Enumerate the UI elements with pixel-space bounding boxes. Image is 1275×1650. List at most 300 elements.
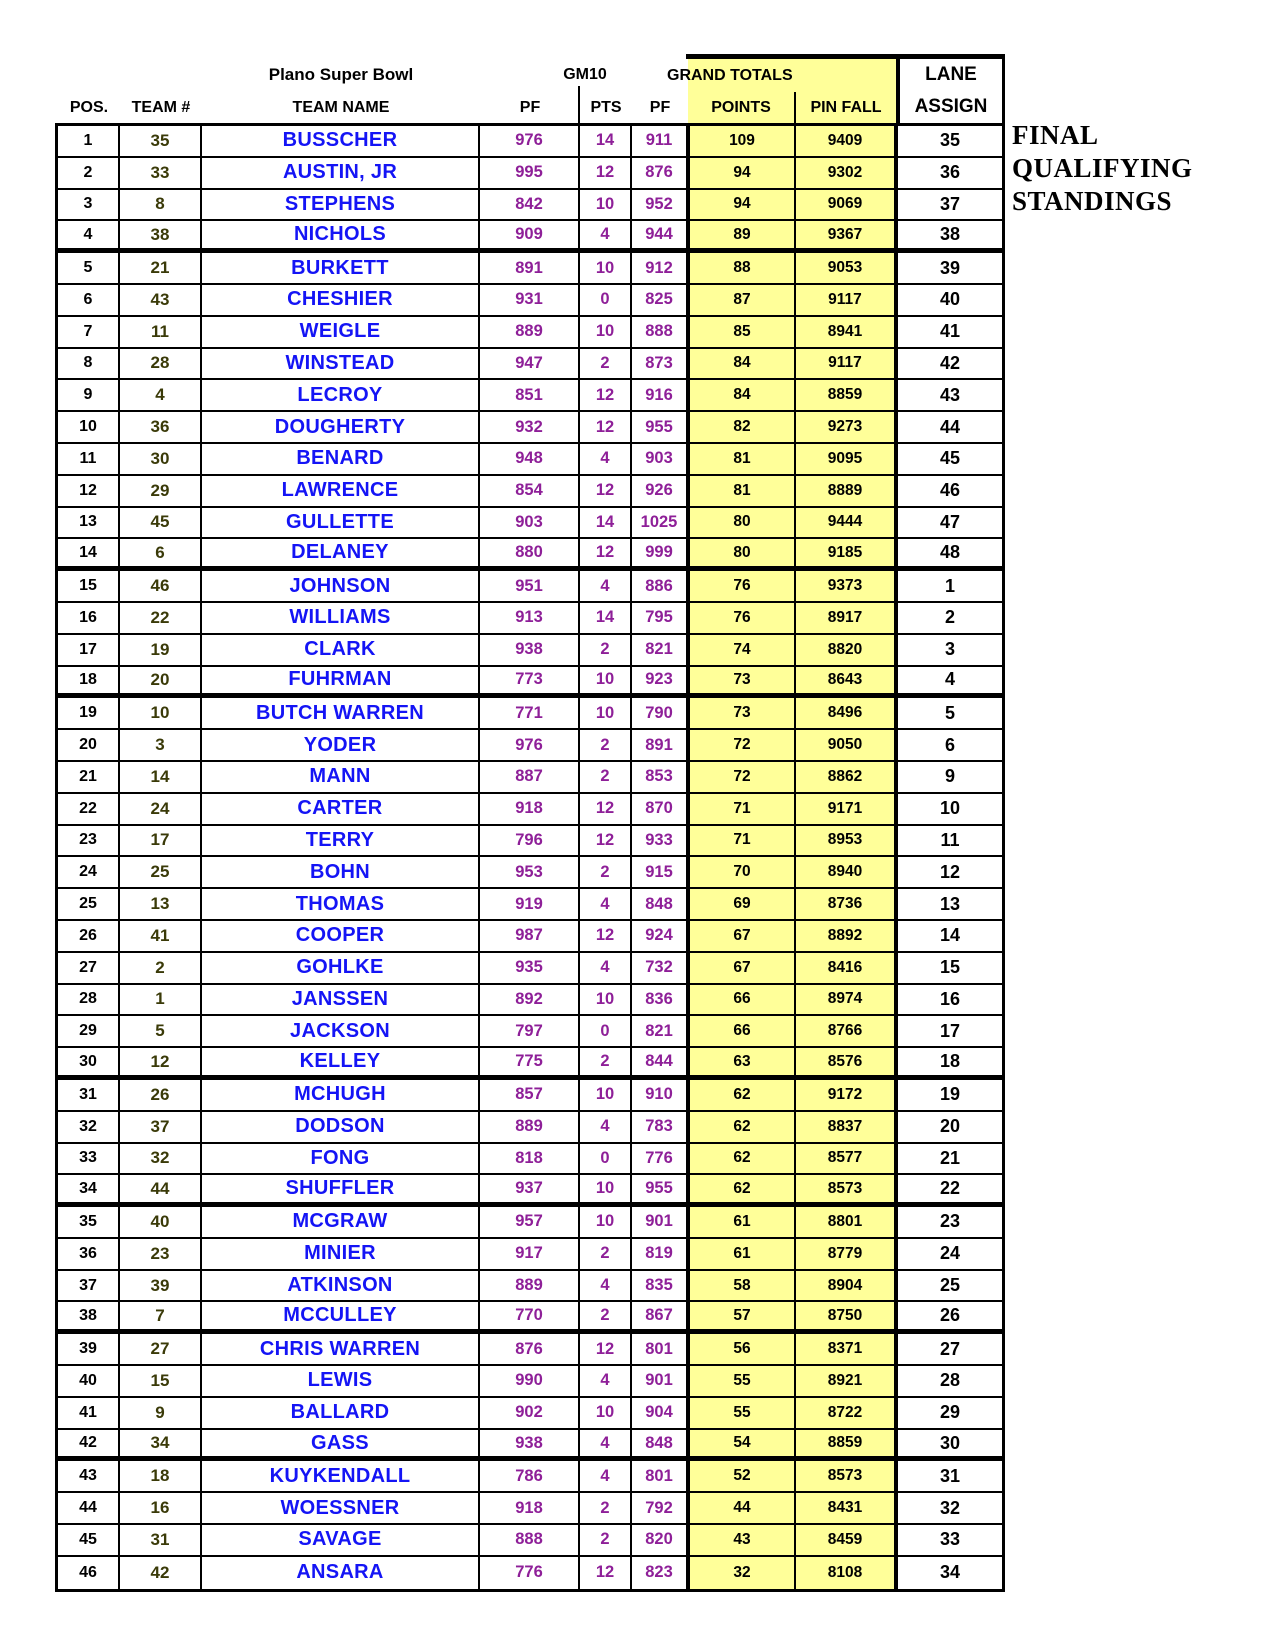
team-name-cell: MCHUGH [202, 1080, 480, 1110]
pf2-game-cell: 790 [632, 698, 688, 728]
pin-fall-cell: 8921 [796, 1366, 896, 1396]
pf2-game-cell: 867 [632, 1302, 688, 1329]
position-cell: 9 [58, 380, 120, 410]
pin-fall-cell: 8940 [796, 857, 896, 887]
pf-game-cell: 938 [480, 1430, 580, 1457]
pin-fall-cell: 8108 [796, 1557, 896, 1589]
lane-assign-cell: 38 [896, 221, 1002, 248]
lane-assign-cell: 20 [896, 1112, 1002, 1142]
pf-game-cell: 919 [480, 889, 580, 919]
pts-cell: 12 [580, 794, 632, 824]
pts-cell: 10 [580, 698, 632, 728]
table-row [58, 349, 1002, 381]
pts-cell: 10 [580, 1398, 632, 1428]
final-qualifying-note [1012, 119, 1193, 218]
pin-fall-cell: 8837 [796, 1112, 896, 1142]
pf2-game-cell: 1025 [632, 508, 688, 538]
pin-fall-cell: 8577 [796, 1144, 896, 1174]
pin-fall-cell: 8766 [796, 1016, 896, 1046]
table-row [58, 667, 1002, 699]
pts-cell: 12 [580, 412, 632, 442]
pf-game-cell: 957 [480, 1207, 580, 1237]
position-cell: 19 [58, 698, 120, 728]
team-number-cell: 42 [120, 1557, 202, 1589]
pf-game-cell: 903 [480, 508, 580, 538]
team-number-cell: 31 [120, 1525, 202, 1555]
table-row [58, 635, 1002, 667]
table-row [58, 444, 1002, 476]
pin-fall-cell: 8573 [796, 1175, 896, 1202]
pts-cell: 2 [580, 349, 632, 379]
position-cell: 7 [58, 317, 120, 347]
total-points-cell: 81 [688, 476, 796, 506]
team-name-cell: BUTCH WARREN [202, 698, 480, 728]
standings-table [55, 123, 1005, 1592]
team-number-cell: 1 [120, 985, 202, 1015]
table-row [58, 126, 1002, 158]
lane-assign-cell: 42 [896, 349, 1002, 379]
lane-assign-cell: 21 [896, 1144, 1002, 1174]
pf2-game-cell: 848 [632, 1430, 688, 1457]
column-header-team-num: TEAM # [131, 98, 191, 116]
position-cell: 36 [58, 1239, 120, 1269]
team-number-cell: 11 [120, 317, 202, 347]
pf2-game-cell: 732 [632, 953, 688, 983]
position-cell: 13 [58, 508, 120, 538]
pf-game-cell: 796 [480, 826, 580, 856]
pin-fall-cell: 9117 [796, 349, 896, 379]
pf2-game-cell: 795 [632, 603, 688, 633]
position-cell: 23 [58, 826, 120, 856]
total-points-cell: 76 [688, 603, 796, 633]
pf2-game-cell: 944 [632, 221, 688, 248]
pf2-game-cell: 886 [632, 571, 688, 601]
lane-assign-cell: 29 [896, 1398, 1002, 1428]
team-number-cell: 27 [120, 1334, 202, 1364]
team-name-cell: CHRIS WARREN [202, 1334, 480, 1364]
total-points-cell: 84 [688, 380, 796, 410]
total-points-cell: 80 [688, 508, 796, 538]
position-cell: 18 [58, 667, 120, 694]
total-points-cell: 82 [688, 412, 796, 442]
table-row [58, 571, 1002, 603]
lane-assign-cell: 12 [896, 857, 1002, 887]
pf2-game-cell: 792 [632, 1493, 688, 1523]
table-row [58, 253, 1002, 285]
lane-assign-cell: 11 [896, 826, 1002, 856]
lane-assign-cell: 30 [896, 1430, 1002, 1457]
pf2-game-cell: 901 [632, 1207, 688, 1237]
pin-fall-cell: 9409 [796, 126, 896, 156]
team-name-cell: GOHLKE [202, 953, 480, 983]
table-row [58, 1016, 1002, 1048]
pf-game-cell: 880 [480, 539, 580, 566]
position-cell: 33 [58, 1144, 120, 1174]
pf-game-cell: 775 [480, 1048, 580, 1075]
table-row [58, 1430, 1002, 1462]
pin-fall-cell: 9069 [796, 190, 896, 220]
table-row [58, 221, 1002, 253]
column-header-pts: PTS [590, 98, 622, 116]
lane-assign-cell: 17 [896, 1016, 1002, 1046]
pts-cell: 4 [580, 1112, 632, 1142]
total-points-cell: 62 [688, 1175, 796, 1202]
position-cell: 26 [58, 921, 120, 951]
team-name-cell: TERRY [202, 826, 480, 856]
lane-assign-cell: 31 [896, 1461, 1002, 1491]
pf-game-cell: 976 [480, 730, 580, 760]
pf2-game-cell: 873 [632, 349, 688, 379]
lane-assign-cell: 46 [896, 476, 1002, 506]
pf2-game-cell: 844 [632, 1048, 688, 1075]
pin-fall-cell: 8820 [796, 635, 896, 665]
pf2-game-cell: 836 [632, 985, 688, 1015]
pin-fall-cell: 9373 [796, 571, 896, 601]
table-row [58, 1366, 1002, 1398]
position-cell: 34 [58, 1175, 120, 1202]
lane-assign-cell: 9 [896, 762, 1002, 792]
pts-cell: 14 [580, 508, 632, 538]
pin-fall-cell: 8371 [796, 1334, 896, 1364]
total-points-cell: 74 [688, 635, 796, 665]
pin-fall-cell: 8722 [796, 1398, 896, 1428]
total-points-cell: 62 [688, 1112, 796, 1142]
total-points-cell: 85 [688, 317, 796, 347]
pf-game-cell: 876 [480, 1334, 580, 1364]
total-points-cell: 71 [688, 794, 796, 824]
table-row [58, 1048, 1002, 1080]
table-row [58, 412, 1002, 444]
team-name-cell: ATKINSON [202, 1271, 480, 1301]
pf2-game-cell: 952 [632, 190, 688, 220]
table-row [58, 698, 1002, 730]
team-name-cell: LECROY [202, 380, 480, 410]
column-header-pf1: PF [519, 98, 541, 116]
position-cell: 5 [58, 253, 120, 283]
table-row [58, 1557, 1002, 1589]
lane-assign-cell: 35 [896, 126, 1002, 156]
position-cell: 35 [58, 1207, 120, 1237]
pin-fall-cell: 8801 [796, 1207, 896, 1237]
position-cell: 8 [58, 349, 120, 379]
position-cell: 24 [58, 857, 120, 887]
lane-assign-cell: 34 [896, 1557, 1002, 1589]
pts-cell: 4 [580, 221, 632, 248]
pin-fall-cell: 8941 [796, 317, 896, 347]
position-cell: 15 [58, 571, 120, 601]
lane-assign-cell: 4 [896, 667, 1002, 694]
pf2-game-cell: 915 [632, 857, 688, 887]
table-row [58, 1525, 1002, 1557]
pf-game-cell: 889 [480, 1271, 580, 1301]
position-cell: 10 [58, 412, 120, 442]
pts-cell: 10 [580, 1080, 632, 1110]
team-number-cell: 8 [120, 190, 202, 220]
pts-cell: 10 [580, 1207, 632, 1237]
team-number-cell: 4 [120, 380, 202, 410]
team-number-cell: 41 [120, 921, 202, 951]
pf-game-cell: 932 [480, 412, 580, 442]
lane-assign-cell: 27 [896, 1334, 1002, 1364]
total-points-cell: 81 [688, 444, 796, 474]
pin-fall-cell: 9367 [796, 221, 896, 248]
pts-cell: 12 [580, 476, 632, 506]
team-name-cell: FUHRMAN [202, 667, 480, 694]
pin-fall-cell: 8750 [796, 1302, 896, 1329]
pf2-game-cell: 926 [632, 476, 688, 506]
team-number-cell: 37 [120, 1112, 202, 1142]
lane-assign-cell: 28 [896, 1366, 1002, 1396]
table-row [58, 762, 1002, 794]
team-number-cell: 14 [120, 762, 202, 792]
total-points-cell: 73 [688, 667, 796, 694]
lane-assign-cell: 10 [896, 794, 1002, 824]
lane-assign-cell: 48 [896, 539, 1002, 566]
lane-assign-cell: 15 [896, 953, 1002, 983]
pin-fall-cell: 9444 [796, 508, 896, 538]
pts-cell: 12 [580, 826, 632, 856]
pts-cell: 14 [580, 126, 632, 156]
team-number-cell: 43 [120, 285, 202, 315]
pf-game-cell: 931 [480, 285, 580, 315]
pin-fall-cell: 9302 [796, 158, 896, 188]
pin-fall-cell: 8576 [796, 1048, 896, 1075]
lane-assign-cell: 1 [896, 571, 1002, 601]
pf2-game-cell: 916 [632, 380, 688, 410]
team-number-cell: 3 [120, 730, 202, 760]
pts-cell: 4 [580, 1461, 632, 1491]
position-cell: 38 [58, 1302, 120, 1329]
total-points-cell: 52 [688, 1461, 796, 1491]
pf-pts-divider [578, 86, 580, 123]
pts-cell: 12 [580, 1557, 632, 1589]
total-points-cell: 57 [688, 1302, 796, 1329]
total-points-cell: 56 [688, 1334, 796, 1364]
pf-game-cell: 990 [480, 1366, 580, 1396]
position-cell: 29 [58, 1016, 120, 1046]
pf2-game-cell: 821 [632, 1016, 688, 1046]
pin-fall-cell: 8779 [796, 1239, 896, 1269]
pf-game-cell: 935 [480, 953, 580, 983]
total-points-cell: 66 [688, 985, 796, 1015]
team-number-cell: 22 [120, 603, 202, 633]
lane-assign-cell: 47 [896, 508, 1002, 538]
pf2-game-cell: 955 [632, 412, 688, 442]
team-name-cell: BALLARD [202, 1398, 480, 1428]
column-header-pin-fall: PIN FALL [796, 92, 896, 123]
total-points-cell: 76 [688, 571, 796, 601]
pin-fall-cell: 8974 [796, 985, 896, 1015]
team-number-cell: 38 [120, 221, 202, 248]
total-points-cell: 62 [688, 1080, 796, 1110]
pf-game-cell: 776 [480, 1557, 580, 1589]
pf2-game-cell: 923 [632, 667, 688, 694]
table-row [58, 1271, 1002, 1303]
pts-cell: 4 [580, 1430, 632, 1457]
position-cell: 31 [58, 1080, 120, 1110]
pin-fall-cell: 9273 [796, 412, 896, 442]
team-name-cell: COOPER [202, 921, 480, 951]
pf-game-cell: 818 [480, 1144, 580, 1174]
position-cell: 6 [58, 285, 120, 315]
pf2-game-cell: 955 [632, 1175, 688, 1202]
lane-assign-cell: 5 [896, 698, 1002, 728]
total-points-cell: 62 [688, 1144, 796, 1174]
position-cell: 20 [58, 730, 120, 760]
position-cell: 1 [58, 126, 120, 156]
pf2-game-cell: 910 [632, 1080, 688, 1110]
pin-fall-cell: 8904 [796, 1271, 896, 1301]
table-row [58, 921, 1002, 953]
pts-cell: 10 [580, 1175, 632, 1202]
lane-assign-cell: 25 [896, 1271, 1002, 1301]
total-points-cell: 61 [688, 1207, 796, 1237]
table-row [58, 1239, 1002, 1271]
team-name-cell: KELLEY [202, 1048, 480, 1075]
table-row [58, 1080, 1002, 1112]
team-number-cell: 9 [120, 1398, 202, 1428]
lane-assign-cell: 18 [896, 1048, 1002, 1075]
pin-fall-cell: 8431 [796, 1493, 896, 1523]
team-name-cell: SAVAGE [202, 1525, 480, 1555]
total-points-cell: 61 [688, 1239, 796, 1269]
lane-assign-cell: 41 [896, 317, 1002, 347]
total-points-cell: 72 [688, 762, 796, 792]
team-name-cell: MCCULLEY [202, 1302, 480, 1329]
pin-fall-cell: 8459 [796, 1525, 896, 1555]
pf2-game-cell: 888 [632, 317, 688, 347]
lane-label: LANE [925, 64, 977, 85]
pf2-game-cell: 901 [632, 1366, 688, 1396]
pf-game-cell: 786 [480, 1461, 580, 1491]
team-name-cell: GASS [202, 1430, 480, 1457]
pts-cell: 2 [580, 1239, 632, 1269]
lane-assign-cell: 39 [896, 253, 1002, 283]
position-cell: 11 [58, 444, 120, 474]
pf2-game-cell: 904 [632, 1398, 688, 1428]
note-line-1: FINAL [1012, 120, 1099, 150]
position-cell: 25 [58, 889, 120, 919]
team-name-cell: WINSTEAD [202, 349, 480, 379]
pts-cell: 12 [580, 921, 632, 951]
pin-fall-cell: 9117 [796, 285, 896, 315]
team-name-cell: MINIER [202, 1239, 480, 1269]
team-name-cell: DELANEY [202, 539, 480, 566]
team-name-cell: BURKETT [202, 253, 480, 283]
team-name-cell: GULLETTE [202, 508, 480, 538]
facility-title: Plano Super Bowl [268, 65, 414, 84]
pts-cell: 12 [580, 158, 632, 188]
pf2-game-cell: 924 [632, 921, 688, 951]
pf2-game-cell: 891 [632, 730, 688, 760]
total-points-cell: 55 [688, 1366, 796, 1396]
table-row [58, 889, 1002, 921]
team-name-cell: CHESHIER [202, 285, 480, 315]
pf2-game-cell: 853 [632, 762, 688, 792]
position-cell: 41 [58, 1398, 120, 1428]
team-name-cell: NICHOLS [202, 221, 480, 248]
pf-game-cell: 888 [480, 1525, 580, 1555]
total-points-cell: 88 [688, 253, 796, 283]
total-points-cell: 89 [688, 221, 796, 248]
pin-fall-cell: 8643 [796, 667, 896, 694]
pin-fall-cell: 9095 [796, 444, 896, 474]
pin-fall-cell: 8859 [796, 380, 896, 410]
team-number-cell: 24 [120, 794, 202, 824]
pin-fall-cell: 9053 [796, 253, 896, 283]
note-line-3: STANDINGS [1012, 186, 1173, 216]
team-number-cell: 35 [120, 126, 202, 156]
position-cell: 28 [58, 985, 120, 1015]
pin-fall-cell: 8889 [796, 476, 896, 506]
total-points-cell: 66 [688, 1016, 796, 1046]
position-cell: 30 [58, 1048, 120, 1075]
team-number-cell: 45 [120, 508, 202, 538]
pf-game-cell: 889 [480, 317, 580, 347]
team-number-cell: 30 [120, 444, 202, 474]
pf2-game-cell: 801 [632, 1334, 688, 1364]
pts-cell: 0 [580, 285, 632, 315]
pf-game-cell: 887 [480, 762, 580, 792]
team-name-cell: SHUFFLER [202, 1175, 480, 1202]
table-row [58, 794, 1002, 826]
pts-cell: 2 [580, 1493, 632, 1523]
pf2-game-cell: 835 [632, 1271, 688, 1301]
pf-game-cell: 909 [480, 221, 580, 248]
team-name-cell: JANSSEN [202, 985, 480, 1015]
pf2-game-cell: 776 [632, 1144, 688, 1174]
lane-assign-cell: 45 [896, 444, 1002, 474]
team-number-cell: 40 [120, 1207, 202, 1237]
pf-game-cell: 917 [480, 1239, 580, 1269]
lane-assign-cell: 14 [896, 921, 1002, 951]
note-line-2: QUALIFYING [1012, 153, 1193, 183]
pin-fall-cell: 8496 [796, 698, 896, 728]
team-name-cell: LEWIS [202, 1366, 480, 1396]
team-name-cell: MANN [202, 762, 480, 792]
table-row [58, 953, 1002, 985]
pts-cell: 14 [580, 603, 632, 633]
table-row [58, 1144, 1002, 1176]
assign-label: ASSIGN [914, 96, 988, 117]
pts-cell: 2 [580, 730, 632, 760]
table-row [58, 1112, 1002, 1144]
table-row [58, 317, 1002, 349]
team-number-cell: 33 [120, 158, 202, 188]
team-name-cell: JACKSON [202, 1016, 480, 1046]
lane-assign-header [896, 59, 1005, 123]
position-cell: 2 [58, 158, 120, 188]
pts-cell: 12 [580, 1334, 632, 1364]
team-number-cell: 26 [120, 1080, 202, 1110]
position-cell: 21 [58, 762, 120, 792]
total-points-cell: 72 [688, 730, 796, 760]
pin-fall-cell: 8953 [796, 826, 896, 856]
lane-assign-cell: 33 [896, 1525, 1002, 1555]
table-row [58, 1175, 1002, 1207]
pts-cell: 10 [580, 317, 632, 347]
pts-cell: 2 [580, 635, 632, 665]
pf-game-cell: 892 [480, 985, 580, 1015]
team-number-cell: 34 [120, 1430, 202, 1457]
team-name-cell: YODER [202, 730, 480, 760]
total-points-cell: 58 [688, 1271, 796, 1301]
position-cell: 37 [58, 1271, 120, 1301]
table-row [58, 730, 1002, 762]
position-cell: 32 [58, 1112, 120, 1142]
pf-game-cell: 891 [480, 253, 580, 283]
table-row [58, 1493, 1002, 1525]
